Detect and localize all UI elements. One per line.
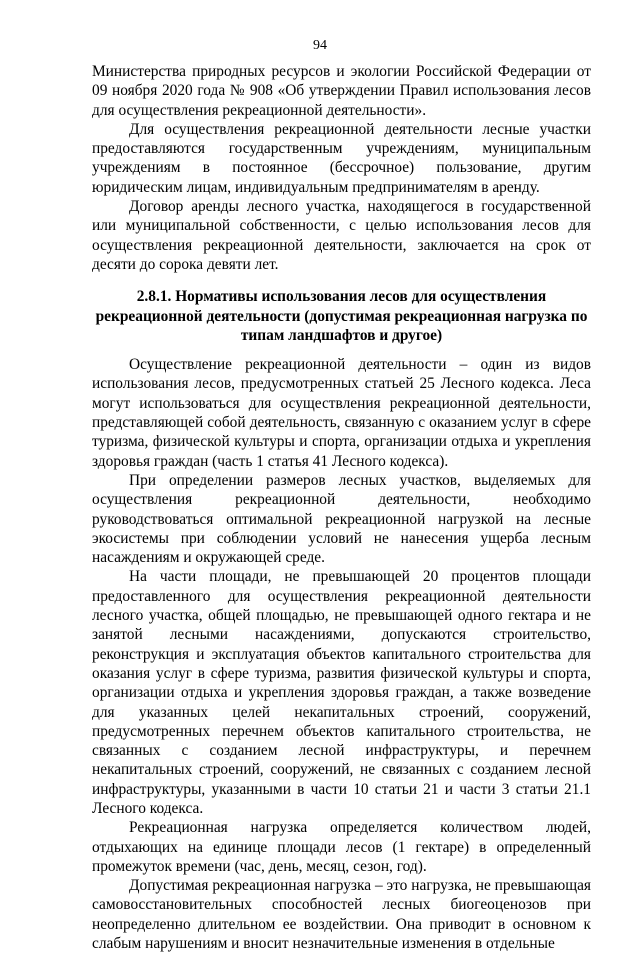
paragraph: При определении размеров лесных участков, выделяемых для осуществления рекреационной деятельности, необходимо руководствоваться оптимальной рекреационной нагрузкой на лесные экосистемы при соблюдении условий не нанесения ущерба лесным насаждениям и окружающей среде. bbox=[92, 471, 591, 567]
paragraph: Допустимая рекреационная нагрузка – это нагрузка, не превышающая самовосстановительных способностей лесных биогеоценозов при неопределенно длительном ее воздействии. Она приводит в основном к слабым нарушениям и вносит незначительные изменения в отдельные bbox=[92, 877, 591, 953]
paragraph: Для осуществления рекреационной деятельности лесные участки предоставляются государственным учреждениям, муниципальным учреждениям в постоянное (бессрочное) пользование, другим юридическим лицам, индивидуальным предпринимателям в аренду. bbox=[92, 120, 591, 196]
paragraph: Рекреационная нагрузка определяется количеством людей, отдыхающих на единице площади лесов (1 гектаре) в определенный промежуток времени (час, день, месяц, сезон, год). bbox=[92, 819, 591, 875]
paragraph-continuation: Министерства природных ресурсов и экологии Российской Федерации от 09 ноября 2020 года № 908 «Об утверждении Правил использования лесов для осуществления рекреационной деятельности». bbox=[92, 63, 591, 119]
page-number: 94 bbox=[313, 38, 327, 53]
paragraph: Договор аренды лесного участка, находящегося в государственной или муниципальной собственности, с целью использования лесов для осуществления рекреационной деятельности, заключается на срок от десяти до сорока девяти лет. bbox=[92, 198, 591, 273]
section-heading: 2.8.1. Нормативы использования лесов для осуществления рекреационной деятельности (допустимая рекреационная нагрузка по типам ландшафтов и другое) bbox=[95, 288, 588, 344]
page-body bbox=[92, 62, 591, 953]
paragraph: Осуществление рекреационной деятельности – один из видов использования лесов, предусмотренных статьей 25 Лесного кодекса. Леса могут использоваться для осуществления рекреационной деятельности, представляющей собой деятельность, связанную с оказанием услуг в сфере туризма, физической культуры и спорта, организации отдыха и укрепления здоровья граждан (часть 1 статья 41 Лесного кодекса). bbox=[92, 356, 591, 470]
paragraph: На части площади, не превышающей 20 процентов площади предоставленного для осуществления рекреационной деятельности лесного участка, общей площадью, не превышающей одного гектара и не занятой лесными насаждениями, допускаются строительство, реконструкция и эксплуатация объектов капитального строительства для оказания услуг в сфере туризма, развития физической культуры и спорта, организации отдыха и укрепления здоровья граждан, а также возведение для указанных целей некапитальных строений, сооружений, предусмотренных перечнем объектов капитального строительства, не связанных с созданием лесной инфраструктуры, и перечнем некапитальных строений, сооружений, не связанных с созданием лесной инфраструктуры, указанными в части 10 статьи 21 и части 3 статьи 21.1 Лесного кодекса. bbox=[92, 568, 591, 817]
